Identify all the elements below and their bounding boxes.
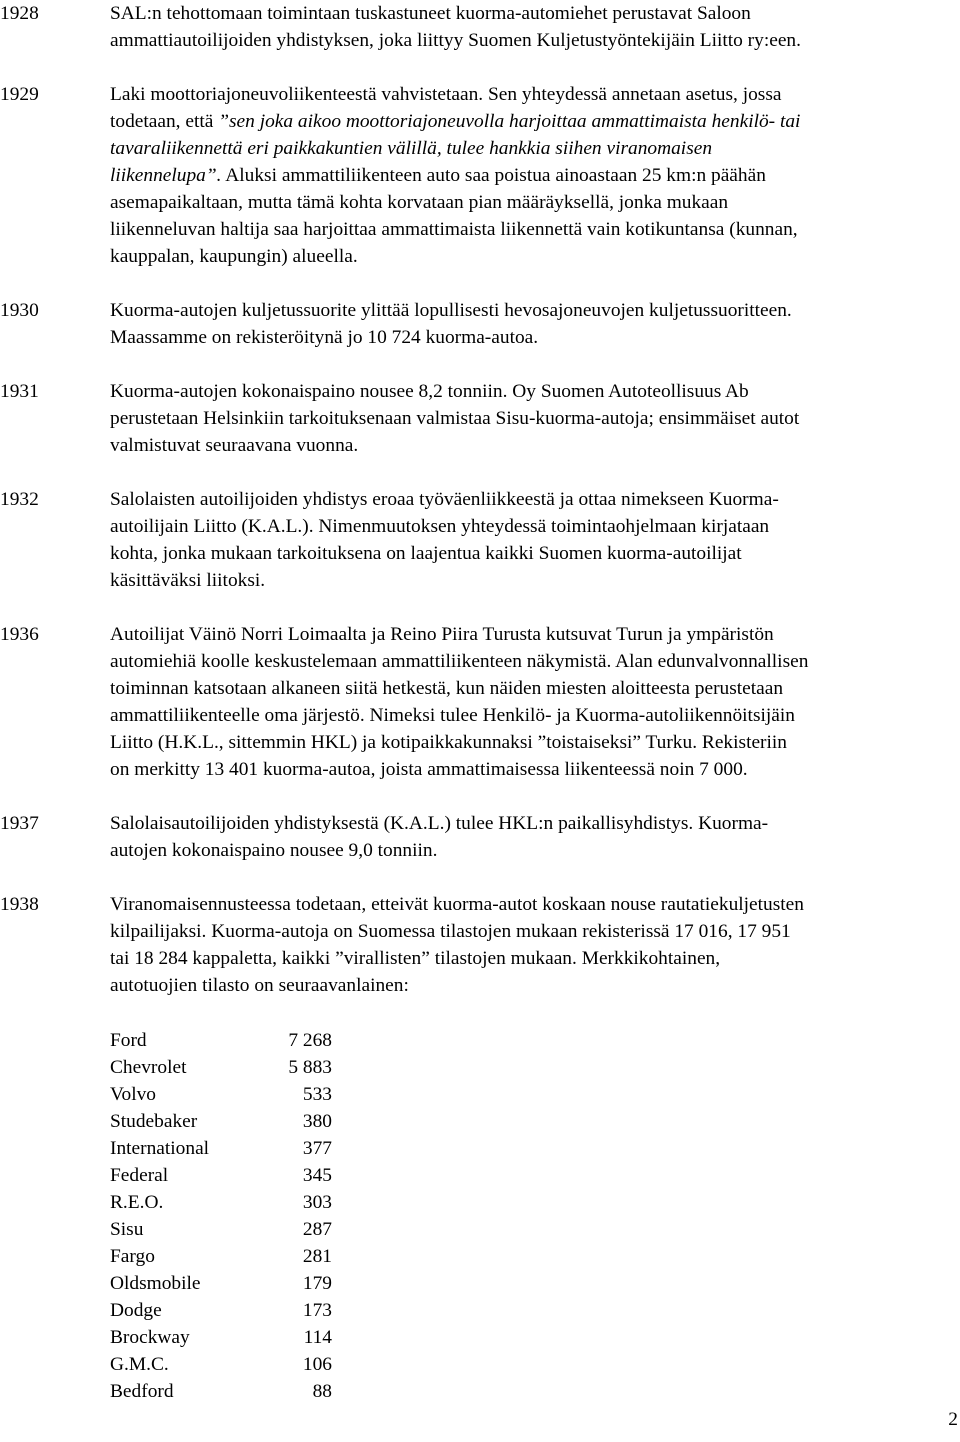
entry-text — [110, 486, 958, 594]
brand-name: Brockway — [110, 1327, 190, 1348]
table-row — [110, 1297, 350, 1324]
entry-text — [110, 81, 958, 270]
text-segment: todetaan, että — [110, 111, 219, 132]
brand-statistics-table — [110, 1027, 350, 1405]
text-segment: Laki moottoriajoneuvoliikenteestä vahvistetaan. Sen yhteydessä annetaan asetus, jossa — [110, 84, 782, 105]
table-row — [110, 1243, 350, 1270]
text-line — [110, 108, 958, 135]
brand-count: 114 — [303, 1327, 332, 1348]
text-line: SAL:n tehottomaan toimintaan tuskastuneet kuorma-automiehet perustavat Saloon — [110, 3, 751, 24]
entry-year: 1936 — [0, 624, 39, 645]
table-row — [110, 1189, 350, 1216]
text-line: tai 18 284 kappaletta, kaikki ”virallisten” tilastojen mukaan. Merkkikohtainen, — [110, 948, 721, 969]
table-row — [110, 1054, 350, 1081]
brand-name: Sisu — [110, 1219, 144, 1240]
text-line: perustetaan Helsinkiin tarkoituksenaan valmistaa Sisu-kuorma-autoja; ensimmäiset autot — [110, 408, 800, 429]
brand-count: 287 — [302, 1219, 332, 1240]
text-segment: kauppalan, kaupungin) alueella. — [110, 246, 358, 267]
table-row — [110, 1216, 350, 1243]
entry-year: 1928 — [0, 3, 39, 24]
entry-year: 1931 — [0, 381, 39, 402]
entry-year: 1930 — [0, 300, 39, 321]
brand-count: 303 — [302, 1192, 332, 1213]
brand-count: 5 883 — [288, 1057, 332, 1078]
brand-count: 377 — [302, 1138, 332, 1159]
text-line: ammattiliikenteelle oma järjestö. Nimeksi tulee Henkilö- ja Kuorma-autoliikennöitsijäin — [110, 705, 795, 726]
brand-name: Fargo — [110, 1246, 155, 1267]
brand-name: Dodge — [110, 1300, 162, 1321]
text-line: kohta, jonka mukaan tarkoituksena on laajentua kaikki Suomen kuorma-autoilijat — [110, 543, 742, 564]
text-line: ammattiautoilijoiden yhdistyksen, joka liittyy Suomen Kuljetustyöntekijäin Liitto ry:een. — [110, 30, 801, 51]
table-row — [110, 1378, 350, 1405]
text-line: Liitto (H.K.L., sittemmin HKL) ja kotipaikkakunnaksi ”toistaiseksi” Turku. Rekisteriin — [110, 732, 787, 753]
brand-name: R.E.O. — [110, 1192, 164, 1213]
table-row — [110, 1108, 350, 1135]
text-line: toiminnan katsotaan alkaneen siitä hetkestä, kun näiden miesten aloitteesta perustetaan — [110, 678, 784, 699]
text-line — [110, 216, 958, 243]
text-line: automiehiä koolle keskustelemaan ammattiliikenteen näkymistä. Alan edunvalvonnallisen — [110, 651, 809, 672]
entry-year: 1932 — [0, 489, 39, 510]
text-line: Viranomaisennusteessa todetaan, etteivät kuorma-autot koskaan nouse rautatiekuljetusten — [110, 894, 804, 915]
brand-count: 533 — [302, 1084, 332, 1105]
brand-count: 281 — [302, 1246, 332, 1267]
entry-text — [110, 621, 958, 783]
table-row — [110, 1081, 350, 1108]
text-line: kilpailijaksi. Kuorma-autoja on Suomessa tilastojen mukaan rekisterissä 17 016, 17 951 — [110, 921, 791, 942]
brand-count: 345 — [302, 1165, 332, 1186]
brand-name: Bedford — [110, 1381, 174, 1402]
entry-text — [110, 297, 958, 351]
brand-count: 88 — [312, 1381, 332, 1402]
entry-year: 1938 — [0, 894, 39, 915]
text-line — [110, 243, 958, 270]
table-row — [110, 1324, 350, 1351]
text-segment: asemapaikaltaan, mutta tämä kohta korvataan pian määräyksellä, jonka mukaan — [110, 192, 729, 213]
brand-name: Studebaker — [110, 1111, 198, 1132]
page-number: 2 — [948, 1409, 958, 1430]
text-line — [110, 81, 958, 108]
quoted-regulation: tavaraliikennettä eri paikkakuntien välillä, tulee hankkia siihen viranomaisen — [110, 138, 713, 159]
text-line — [110, 189, 958, 216]
brand-count: 7 268 — [288, 1030, 332, 1051]
brand-count: 380 — [302, 1111, 332, 1132]
brand-name: Oldsmobile — [110, 1273, 201, 1294]
entry-text — [110, 810, 958, 864]
brand-name: Federal — [110, 1165, 169, 1186]
quoted-regulation: liikennelupa”. — [110, 165, 222, 186]
table-row — [110, 1270, 350, 1297]
text-line: Maassamme on rekisteröitynä jo 10 724 kuorma-autoa. — [110, 327, 539, 348]
text-line: Autoilijat Väinö Norri Loimaalta ja Reino Piira Turusta kutsuvat Turun ja ympäristön — [110, 624, 774, 645]
brand-count: 106 — [302, 1354, 332, 1375]
quoted-regulation: ”sen joka aikoo moottoriajoneuvolla harjoittaa ammattimaista henkilö- tai — [218, 111, 801, 132]
table-row — [110, 1162, 350, 1189]
text-segment: liikenneluvan haltija saa harjoittaa ammattimaista liikennettä vain kotikuntansa (kunnan, — [110, 219, 798, 240]
text-line: on merkitty 13 401 kuorma-autoa, joista ammattimaisessa liikenteessä noin 7 000. — [110, 759, 748, 780]
text-line: Kuorma-autojen kuljetussuorite ylittää lopullisesti hevosajoneuvojen kuljetussuoritteen. — [110, 300, 792, 321]
text-line: autoilijain Liitto (K.A.L.). Nimenmuutoksen yhteydessä toimintaohjelmaan kirjataan — [110, 516, 770, 537]
text-line: autojen kokonaispaino nousee 9,0 tonniin. — [110, 840, 438, 861]
brand-name: Volvo — [110, 1084, 156, 1105]
entry-text — [110, 378, 958, 459]
brand-name: International — [110, 1138, 210, 1159]
brand-name: Chevrolet — [110, 1057, 187, 1078]
text-line — [110, 135, 958, 162]
entry-year: 1929 — [0, 84, 39, 105]
text-line: Salolaisautoilijoiden yhdistyksestä (K.A.L.) tulee HKL:n paikallisyhdistys. Kuorma- — [110, 813, 769, 834]
brand-name: G.M.C. — [110, 1354, 169, 1375]
text-segment: Aluksi ammattiliikenteen auto saa poistua ainoastaan 25 km:n päähän — [221, 165, 766, 186]
brand-name: Ford — [110, 1030, 147, 1051]
table-row — [110, 1351, 350, 1378]
text-line: käsittäväksi liitoksi. — [110, 570, 266, 591]
text-line: Kuorma-autojen kokonaispaino nousee 8,2 tonniin. Oy Suomen Autoteollisuus Ab — [110, 381, 749, 402]
brand-count: 179 — [302, 1273, 332, 1294]
entry-year: 1937 — [0, 813, 39, 834]
brand-count: 173 — [302, 1300, 332, 1321]
entry-text — [110, 891, 958, 999]
table-row — [110, 1135, 350, 1162]
text-line: autotuojien tilasto on seuraavanlainen: — [110, 975, 409, 996]
text-line — [110, 162, 958, 189]
table-row — [110, 1027, 350, 1054]
text-line: valmistuvat seuraavana vuonna. — [110, 435, 359, 456]
entry-text — [110, 0, 958, 54]
text-line: Salolaisten autoilijoiden yhdistys eroaa työväenliikkeestä ja ottaa nimekseen Kuorma- — [110, 489, 779, 510]
